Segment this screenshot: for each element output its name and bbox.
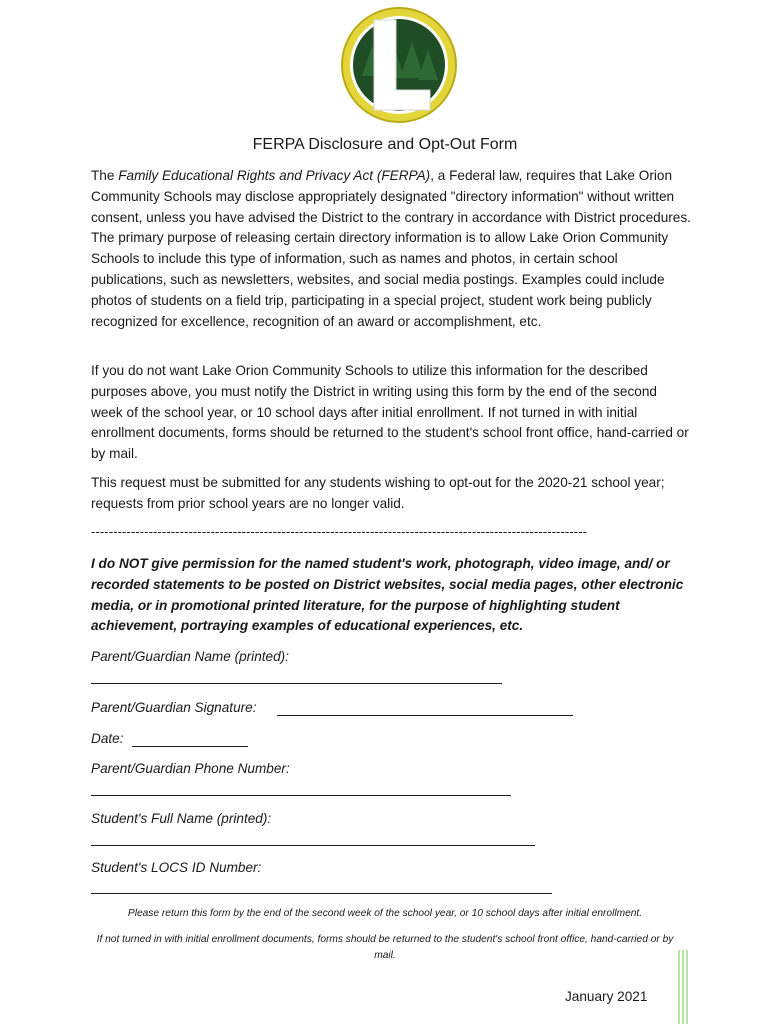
student-name-label: Student's Full Name (printed):	[91, 811, 272, 826]
parent-name-field[interactable]	[91, 667, 502, 684]
parent-phone-field[interactable]	[91, 779, 511, 796]
parent-signature-label: Parent/Guardian Signature:	[91, 700, 257, 715]
separator-line: ----------------------------------------------------------------------------------------------------------------	[91, 524, 588, 539]
permission-statement: I do NOT give permission for the named student's work, photograph, video image, and/ or recorded statements to be posted on District websites, social media pages, other electronic media, or in promotional printed literature, for the purpose of highlighting student achievement, portraying examples of educational experiences, etc.	[91, 556, 684, 634]
logo-letter: L	[340, 6, 341, 7]
form-title: FERPA Disclosure and Opt-Out Form	[252, 136, 518, 153]
footer-return-note: Please return this form by the end of the second week of the school year, or 10 school days after initial enrollment.	[127, 908, 643, 919]
student-name-field[interactable]	[91, 829, 535, 846]
student-id-field[interactable]	[91, 877, 552, 894]
act-name: Family Educational Rights and Privacy Act (FERPA)	[118, 168, 431, 183]
footer-return-instructions: If not turned in with initial enrollment documents, forms should be returned to the student's school front office, hand-carried or by mail.	[96, 934, 674, 961]
date-field[interactable]	[132, 731, 248, 747]
parent-signature-field[interactable]	[277, 700, 573, 716]
intro-text: , a Federal law, requires that Lake Orion Community Schools may disclose appropriately designated "directory information" without written consent, unless you have advised the District to the contrary in accordance with District procedures. The primary purpose of releasing certain directory information is to allow Lake Orion Community Schools to include this type of information, such as names and photos, in certain school publications, such as newsletters, websites, and social media postings. Examples could include photos of students on a field trip, participating in a special project, student work being publicly recognized for excellence, recognition of an award or accomplishment, etc.	[91, 168, 691, 329]
decorative-bars	[676, 950, 690, 1024]
school-logo	[340, 6, 458, 124]
notification-paragraph: If you do not want Lake Orion Community Schools to utilize this information for the described purposes above, you must notify the District in writing using this form by the end of the second week of the school year, or 10 school days after initial enrollment. If not turned in with initial enrollment documents, forms should be returned to the student's school front office, hand-carried or by mail.	[91, 363, 689, 462]
date-label: Date:	[91, 731, 124, 746]
parent-name-label: Parent/Guardian Name (printed):	[91, 649, 289, 664]
document-date: January 2021	[565, 989, 648, 1004]
opt-out-deadline-paragraph: This request must be submitted for any students wishing to opt-out for the 2020-21 school year; requests from prior school years are no longer valid.	[91, 475, 665, 511]
student-id-label: Student's LOCS ID Number:	[91, 860, 262, 875]
intro-paragraph	[91, 166, 691, 332]
intro-prefix: The	[91, 168, 119, 183]
parent-phone-label: Parent/Guardian Phone Number:	[91, 761, 290, 776]
